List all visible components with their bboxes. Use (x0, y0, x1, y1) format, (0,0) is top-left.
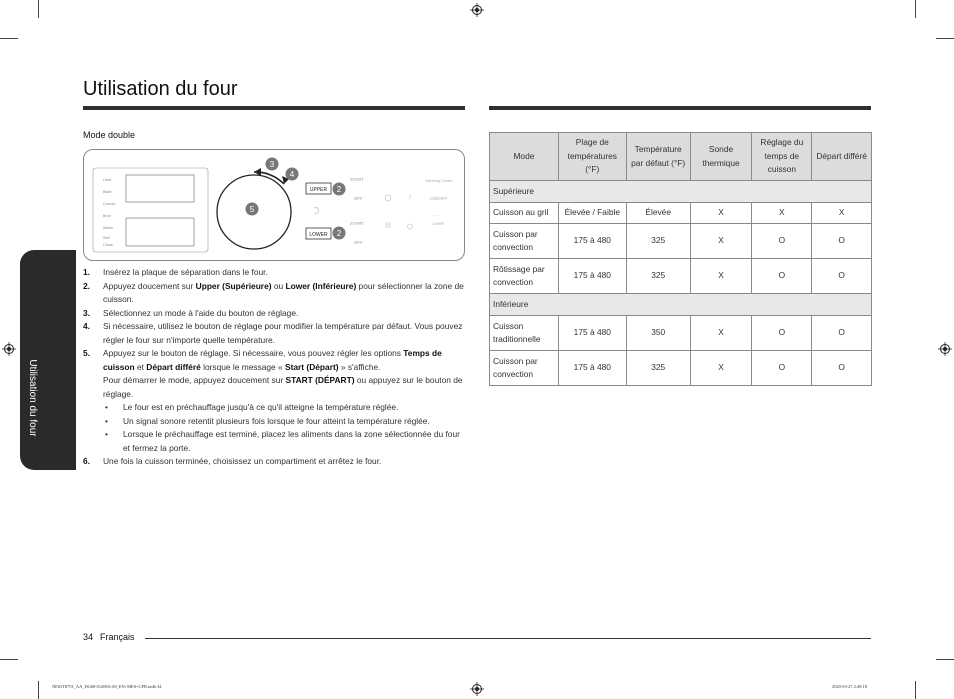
step-5-bullets (83, 401, 468, 455)
bullet-item: • Le four est en préchauffage jusqu'à ce qu'il atteigne la température réglée. (103, 401, 468, 415)
header-mode: Mode (490, 133, 559, 181)
crop-mark (0, 38, 18, 39)
table-cell: O (812, 259, 872, 294)
table-cell: X (690, 316, 752, 351)
table-cell: 175 à 480 (558, 259, 626, 294)
table-cell: Cuisson par convection (490, 351, 559, 386)
mode-label-hold: Hold (103, 178, 111, 182)
table-cell: O (752, 316, 812, 351)
print-date: 2020-03-27 2:48:18 (832, 684, 868, 689)
registration-mark-icon (470, 3, 484, 17)
step-2 (83, 280, 468, 307)
callout-5: 5 (249, 205, 255, 214)
crop-mark (936, 659, 954, 660)
header-cook-time: Réglage du temps de cuisson (752, 133, 812, 181)
on-off-label: ON/OFF (430, 196, 448, 201)
table-cell: Élevée (626, 203, 690, 224)
section-label: Mode double (83, 130, 136, 140)
table-cell: 325 (626, 351, 690, 386)
lower-button-label: LOWER (309, 232, 328, 238)
step-1 (83, 266, 468, 280)
delay-start-term: Départ différé (146, 361, 201, 372)
start-term: Start (Départ) (285, 361, 339, 372)
crop-mark (0, 659, 18, 660)
step-text: Sélectionnez un mode à l'aide du bouton de réglage. (103, 307, 299, 318)
table-cell: X (690, 259, 752, 294)
table-row (490, 351, 872, 386)
timer-icon (385, 195, 391, 201)
start-button-term: START (DÉPART) (285, 375, 355, 385)
page-title: Utilisation du four (83, 78, 238, 100)
step-number: 6. (83, 456, 90, 466)
cooking-time-term: Temps de cuisson (103, 348, 442, 372)
light-icon (408, 224, 413, 229)
table-cell: X (752, 203, 812, 224)
header-temp-range: Plage de températures (°F) (558, 133, 626, 181)
header-default-temp: Température par défaut (°F) (626, 133, 690, 181)
header-probe: Sonde thermique (690, 133, 752, 181)
table-cell: 175 à 480 (558, 351, 626, 386)
step-text: pour sélectionner la zone de cuisson. (103, 280, 464, 304)
table-cell: 175 à 480 (558, 224, 626, 259)
registration-mark-icon (470, 682, 484, 696)
table-cell: 325 (626, 259, 690, 294)
title-rule-left (83, 106, 465, 110)
mode-label-self: Self (103, 236, 110, 240)
step-number: 4. (83, 321, 90, 331)
step-text: ou (271, 280, 286, 291)
table-cell: O (752, 224, 812, 259)
table-row (490, 224, 872, 259)
off-upper-label: OFF (354, 196, 363, 201)
callout-2-lower: 2 (336, 229, 342, 238)
instruction-steps (83, 266, 468, 469)
step-text: et (134, 361, 147, 372)
table-cell: O (812, 224, 872, 259)
step-text: lorsque le message « (200, 361, 286, 372)
crop-mark (936, 38, 954, 39)
bullet-item: • Un signal sonore retentit plusieurs fois lorsque le four atteint la température réglée. (103, 415, 468, 429)
upper-button-label: UPPER (309, 187, 328, 193)
mode-label-broil: Broil (103, 214, 111, 218)
crop-mark (915, 681, 916, 699)
lower-term: Lower (Inférieure) (285, 280, 357, 291)
control-panel-diagram (83, 149, 465, 261)
mode-label-bake: Bake (103, 190, 112, 194)
header-delay-start: Départ différé (812, 133, 872, 181)
group-row-lower (490, 294, 872, 316)
step-5 (83, 347, 468, 401)
registration-mark-icon (938, 342, 952, 356)
callout-4: 4 (289, 170, 295, 179)
start-upper-label: START (350, 177, 364, 182)
table-cell: O (812, 316, 872, 351)
table-cell: Rôtissage par convection (490, 259, 559, 294)
table-row (490, 203, 872, 224)
step-text: Une fois la cuisson terminée, choisissez un compartiment et arrêtez le four. (103, 456, 382, 466)
table-cell: 325 (626, 224, 690, 259)
table-cell: 175 à 480 (558, 316, 626, 351)
group-row-upper (490, 181, 872, 203)
crop-mark (915, 0, 916, 18)
table-header-row (490, 133, 872, 181)
upper-term: Upper (Supérieure) (195, 280, 272, 291)
group-label: Inférieure (490, 294, 872, 316)
mode-label-clean: Clean (103, 243, 113, 247)
title-rule-right (489, 106, 871, 110)
callout-2-upper: 2 (336, 185, 342, 194)
step-text: Insérez la plaque de séparation dans le four. (103, 267, 268, 277)
table-cell: X (690, 203, 752, 224)
table-cell: X (812, 203, 872, 224)
mode-label-warm: Warm (103, 226, 113, 230)
step-4 (83, 320, 468, 347)
crop-mark (38, 681, 39, 699)
warming-center-label: Warming Center (425, 179, 453, 183)
table-cell: O (812, 351, 872, 386)
table-row (490, 316, 872, 351)
step-text: » s'affiche. (338, 361, 381, 372)
bullet-item: • Lorsque le préchauffage est terminé, placez les aliments dans la zone sélectionnée du four et fermez la porte. (103, 428, 468, 455)
table-cell: O (752, 259, 812, 294)
step-text: Appuyez doucement sur (103, 280, 196, 291)
chapter-side-tab (20, 250, 76, 470)
step-number: 5. (83, 348, 90, 358)
table-cell: Élevée / Faible (558, 203, 626, 224)
control-panel-illustration (84, 150, 466, 262)
page-language: Français (100, 632, 135, 642)
step-text: Si nécessaire, utilisez le bouton de réglage pour modifier la température par défaut. Vous pouvez régler le four sur n'importe quelle température. (103, 321, 463, 345)
step-text: Appuyez sur le bouton de réglage. Si nécessaire, vous pouvez régler les options (103, 348, 404, 358)
crop-mark (38, 0, 39, 18)
table-cell: X (690, 351, 752, 386)
print-imprint: NE63T8751_AA_DG68-01208A-00_EN+MES+CFR.indb 34 (52, 684, 162, 689)
svg-text:. . .: . . . (433, 212, 440, 218)
step-number: 3. (83, 307, 90, 318)
step-text: ou appuyez sur le bouton de réglage. (103, 375, 463, 399)
footer-rule (145, 638, 871, 639)
off-lower-label: OFF (354, 240, 363, 245)
mode-table (489, 132, 872, 386)
callout-3: 3 (269, 160, 275, 169)
table-cell: Cuisson au gril (490, 203, 559, 224)
step-number: 1. (83, 267, 90, 277)
step-text: Pour démarrer le mode, appuyez doucement sur (103, 375, 286, 385)
table-cell: Cuisson par convection (490, 224, 559, 259)
step-number: 2. (83, 280, 90, 291)
mode-label-convec: Convec (103, 202, 116, 206)
table-cell: 350 (626, 316, 690, 351)
start-lower-label: START (350, 221, 364, 226)
chapter-side-tab-label: Utilisation du four (27, 359, 38, 437)
page-number: 34 (83, 632, 94, 642)
table-row (490, 259, 872, 294)
table-cell: Cuisson traditionnelle (490, 316, 559, 351)
group-label: Supérieure (490, 181, 872, 203)
step-6 (83, 455, 468, 469)
table-cell: X (690, 224, 752, 259)
table-cell: O (752, 351, 812, 386)
step-3 (83, 307, 468, 321)
level-label: Level (433, 221, 444, 226)
